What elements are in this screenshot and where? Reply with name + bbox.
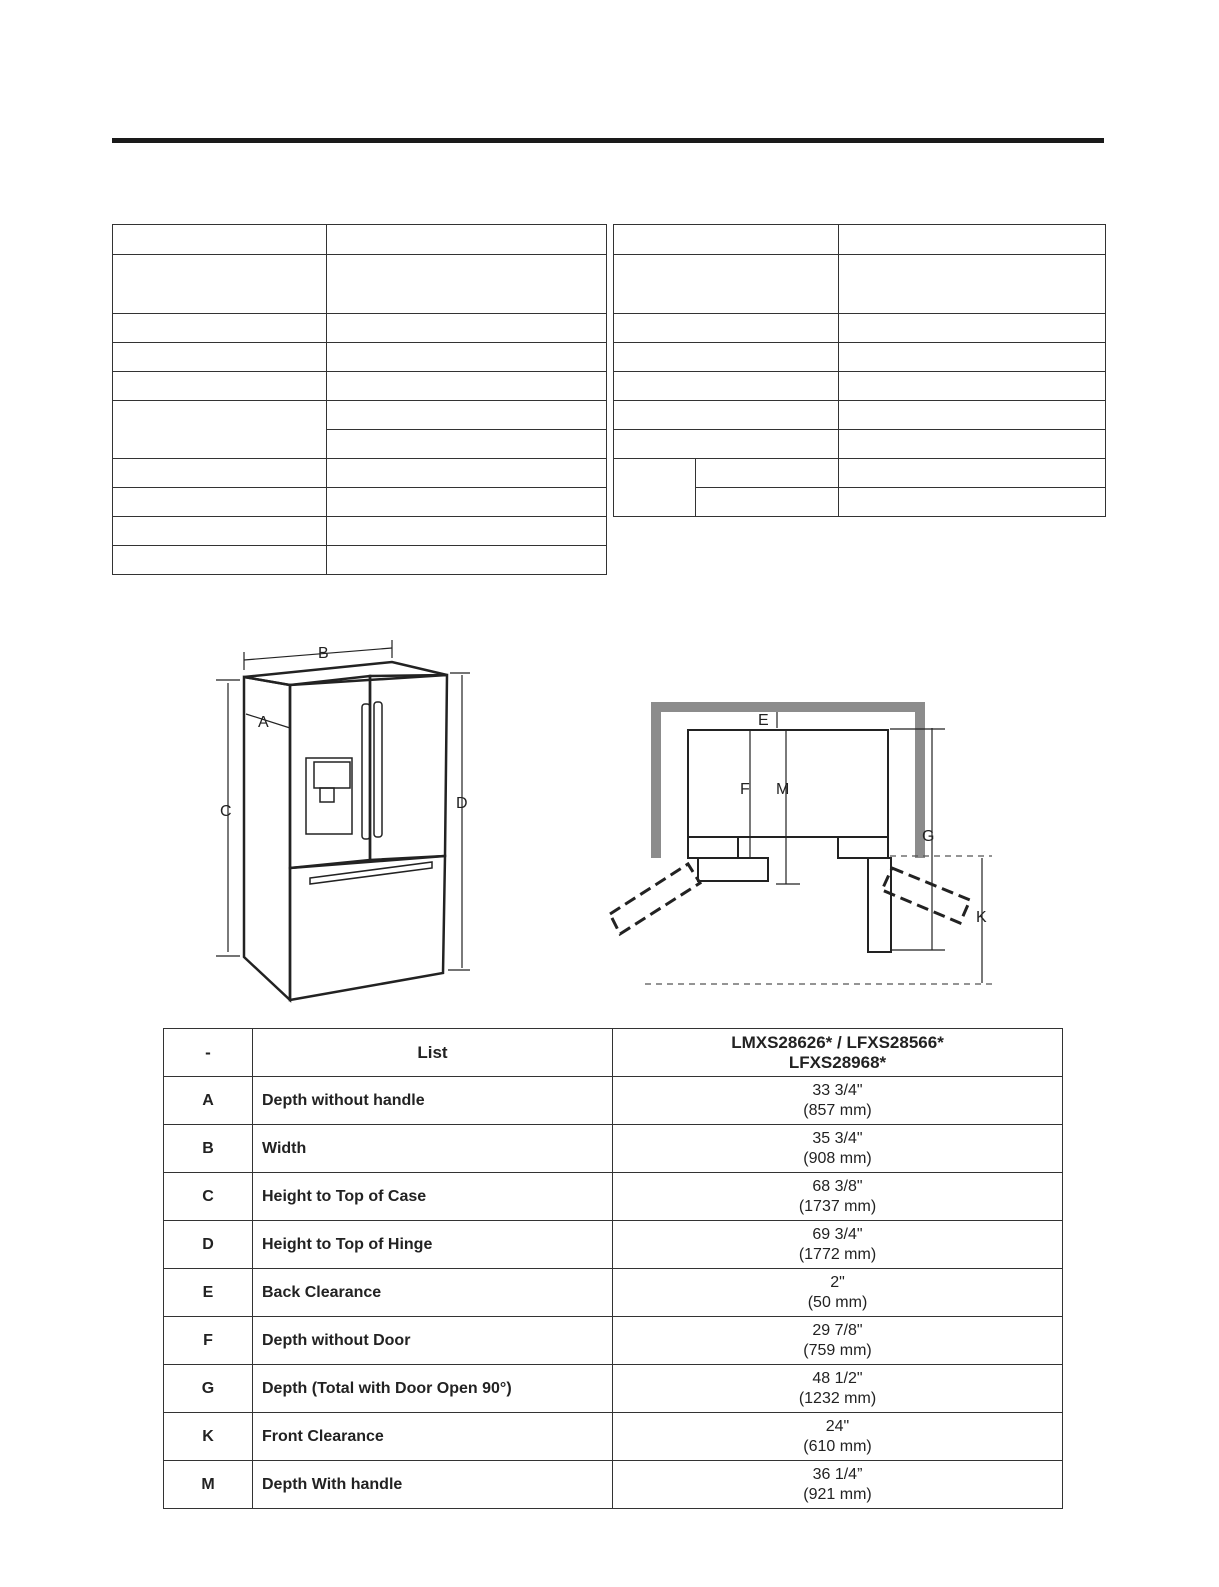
row-key: A	[164, 1077, 253, 1125]
table-row	[164, 1269, 1063, 1317]
dimension-label-c: C	[220, 803, 232, 820]
table-row	[164, 1365, 1063, 1413]
spec-cell	[614, 255, 839, 314]
table-row	[164, 1413, 1063, 1461]
spec-cell	[839, 255, 1106, 314]
table-row	[164, 1461, 1063, 1509]
spec-cell	[113, 225, 327, 255]
header-list: List	[253, 1029, 613, 1077]
spec-cell	[327, 401, 607, 430]
row-value	[613, 1461, 1063, 1509]
row-key: K	[164, 1413, 253, 1461]
dimension-label-d: D	[456, 795, 468, 812]
spec-cell	[614, 343, 839, 372]
row-value	[613, 1125, 1063, 1173]
spec-cell	[614, 225, 839, 255]
value-mm: (50 mm)	[807, 1293, 868, 1311]
row-value	[613, 1221, 1063, 1269]
spec-cell	[113, 488, 327, 517]
spec-cell	[614, 372, 839, 401]
spec-cell	[839, 372, 1106, 401]
spec-cell	[327, 225, 607, 255]
value-inches: 69 3/4"	[812, 1225, 863, 1243]
header-models-line-2: LFXS28968*	[788, 1052, 887, 1072]
row-key: M	[164, 1461, 253, 1509]
value-mm: (1737 mm)	[798, 1197, 877, 1215]
row-item: Back Clearance	[253, 1269, 613, 1317]
value-inches: 68 3/8"	[812, 1177, 863, 1195]
table-row	[164, 1317, 1063, 1365]
row-value	[613, 1269, 1063, 1317]
spec-cell	[327, 430, 607, 459]
value-inches: 48 1/2"	[812, 1369, 863, 1387]
row-item: Depth without handle	[253, 1077, 613, 1125]
value-mm: (857 mm)	[803, 1101, 872, 1119]
header-models	[613, 1029, 1063, 1077]
spec-cell	[327, 343, 607, 372]
spec-cell	[113, 372, 327, 401]
spec-cell	[839, 459, 1106, 488]
dimension-label-a: A	[258, 714, 269, 731]
value-mm: (759 mm)	[803, 1341, 872, 1359]
value-inches: 36 1/4”	[812, 1465, 863, 1483]
table-row	[164, 1173, 1063, 1221]
spec-cell	[113, 459, 327, 488]
spec-cell	[327, 546, 607, 575]
spec-cell	[839, 314, 1106, 343]
spec-cell	[327, 488, 607, 517]
header-rule	[112, 138, 1104, 143]
spec-cell	[614, 430, 839, 459]
spec-table-left	[112, 224, 607, 575]
row-item: Width	[253, 1125, 613, 1173]
row-value	[613, 1413, 1063, 1461]
row-item: Height to Top of Hinge	[253, 1221, 613, 1269]
dimension-label-g: G	[922, 828, 935, 845]
dimension-label-k: K	[976, 909, 987, 926]
table-row	[164, 1125, 1063, 1173]
spec-cell	[327, 372, 607, 401]
value-mm: (908 mm)	[803, 1149, 872, 1167]
row-key: D	[164, 1221, 253, 1269]
row-item: Depth With handle	[253, 1461, 613, 1509]
row-value	[613, 1317, 1063, 1365]
spec-cell	[839, 488, 1106, 517]
spec-cell	[113, 517, 327, 546]
refrigerator-isometric-diagram	[200, 640, 500, 1020]
spec-cell	[113, 401, 327, 459]
header-models-line-1: LMXS28626* / LFXS28566*	[731, 1032, 944, 1052]
header-key: -	[164, 1029, 253, 1077]
spec-cell	[614, 314, 839, 343]
spec-cell	[327, 314, 607, 343]
spec-cell	[839, 343, 1106, 372]
row-item: Depth (Total with Door Open 90°)	[253, 1365, 613, 1413]
row-key: C	[164, 1173, 253, 1221]
spec-cell	[614, 401, 839, 430]
row-value	[613, 1077, 1063, 1125]
spec-cell	[113, 314, 327, 343]
dimension-label-f: F	[740, 781, 750, 798]
spec-cell	[327, 517, 607, 546]
spec-cell	[113, 255, 327, 314]
value-inches: 35 3/4"	[812, 1129, 863, 1147]
spec-cell	[113, 546, 327, 575]
value-mm: (1772 mm)	[798, 1245, 877, 1263]
row-item: Depth without Door	[253, 1317, 613, 1365]
value-inches: 24"	[825, 1417, 850, 1435]
row-key: E	[164, 1269, 253, 1317]
spec-cell	[614, 459, 696, 517]
value-inches: 33 3/4"	[812, 1081, 863, 1099]
spec-cell	[839, 225, 1106, 255]
value-inches: 29 7/8"	[812, 1321, 863, 1339]
value-inches: 2"	[830, 1273, 845, 1291]
refrigerator-top-view-diagram	[600, 700, 1020, 1005]
value-mm: (1232 mm)	[798, 1389, 877, 1407]
table-row	[164, 1077, 1063, 1125]
value-mm: (610 mm)	[803, 1437, 872, 1455]
row-item: Front Clearance	[253, 1413, 613, 1461]
dimensions-table	[163, 1028, 1063, 1509]
dimension-label-e: E	[758, 712, 769, 729]
table-row	[164, 1221, 1063, 1269]
row-key: B	[164, 1125, 253, 1173]
spec-cell	[839, 430, 1106, 459]
spec-table-right	[613, 224, 1106, 517]
value-mm: (921 mm)	[803, 1485, 872, 1503]
row-value	[613, 1365, 1063, 1413]
spec-cell	[696, 488, 839, 517]
spec-cell	[839, 401, 1106, 430]
row-key: F	[164, 1317, 253, 1365]
spec-cell	[327, 459, 607, 488]
spec-cell	[327, 255, 607, 314]
spec-cell	[113, 343, 327, 372]
spec-cell	[696, 459, 839, 488]
dimension-label-m: M	[776, 781, 790, 798]
row-value	[613, 1173, 1063, 1221]
row-key: G	[164, 1365, 253, 1413]
table-header-row	[164, 1029, 1063, 1077]
row-item: Height to Top of Case	[253, 1173, 613, 1221]
dimension-label-b: B	[318, 645, 329, 662]
